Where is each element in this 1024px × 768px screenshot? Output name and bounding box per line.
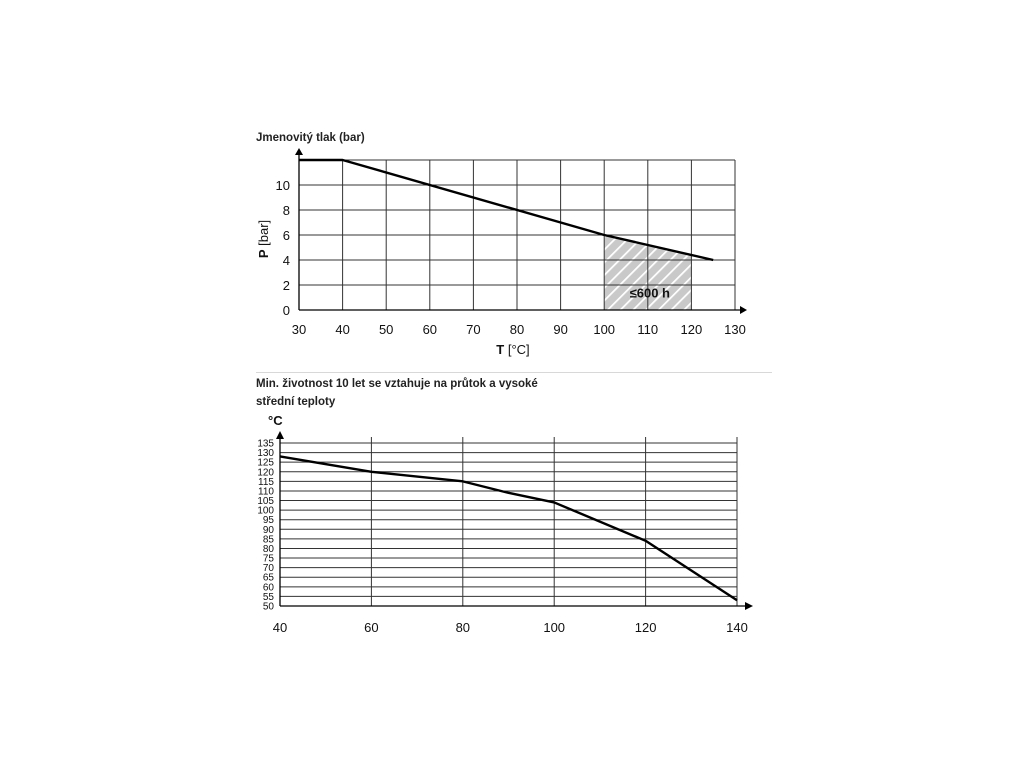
chart1-x-arrow: [740, 306, 747, 314]
chart2-axes: [276, 431, 753, 610]
chart1-title: Jmenovitý tlak (bar): [256, 132, 365, 144]
chart2-y-tick: 70: [262, 563, 274, 575]
chart2-y-tick: 50: [262, 601, 274, 613]
chart1-x-tick: 120: [680, 322, 703, 337]
chart2-y-tick: 100: [257, 505, 274, 517]
chart2-y-tick: 55: [262, 591, 274, 603]
chart2-title-line2: střední teploty: [256, 396, 336, 408]
chart2-y-axis-label: °C: [268, 413, 283, 428]
chart1-x-tick: 80: [509, 322, 525, 337]
chart2-x-tick: 60: [364, 620, 379, 635]
x-axis-symbol: T: [496, 342, 505, 357]
chart1-x-axis-label: [496, 342, 529, 357]
chart2-y-tick: 135: [257, 438, 274, 450]
chart2-y-tick: 95: [262, 515, 274, 527]
chart1-y-tick: 0: [282, 303, 290, 318]
chart1-y-tick: 6: [282, 228, 290, 243]
chart2-y-tick: 65: [262, 572, 274, 584]
chart2-y-tick: 75: [262, 553, 274, 565]
chart2-x-tick: 40: [272, 620, 288, 635]
shaded-region-label: ≤600 h: [629, 285, 670, 301]
chart2-y-tick: 60: [262, 582, 274, 594]
chart1-x-tick: 60: [422, 322, 438, 337]
chart2-x-tick: 80: [455, 620, 471, 635]
chart2-y-tick: 120: [257, 467, 274, 479]
lifetime-temperature-chart: [257, 413, 753, 635]
chart1-x-tick: 40: [335, 322, 350, 337]
chart2-x-tick: 140: [726, 620, 748, 635]
chart2-y-tick: 90: [262, 524, 274, 536]
chart2-y-tick: 110: [258, 486, 274, 498]
chart1-x-tick: 70: [466, 322, 481, 337]
chart1-y-arrow: [295, 148, 303, 155]
chart2-y-tick: 105: [257, 496, 274, 508]
pressure-temperature-chart: [256, 148, 747, 357]
y-axis-unit: [bar]: [256, 219, 271, 250]
chart1-x-tick: 100: [593, 322, 616, 337]
chart2-y-tick: 85: [262, 534, 274, 546]
chart1-y-tick: 8: [282, 203, 290, 218]
x-axis-unit: [°C]: [504, 342, 530, 357]
chart2-y-arrow: [276, 431, 284, 439]
chart2-y-tick: 130: [257, 448, 274, 460]
chart2-y-tick: 125: [257, 457, 274, 469]
chart1-y-tick: 10: [275, 178, 290, 193]
chart1-y-tick: 4: [282, 253, 290, 268]
chart2-y-tick: 80: [262, 543, 274, 555]
chart2-x-arrow: [745, 602, 753, 610]
chart2-series: [280, 456, 737, 600]
chart1-x-tick: 130: [724, 322, 746, 337]
chart1-x-tick: 30: [291, 322, 307, 337]
chart2-title-line1: Min. životnost 10 let se vztahuje na průtok a vysoké: [256, 378, 538, 390]
chart1-y-tick: 2: [282, 278, 290, 293]
chart2-grid: [280, 437, 737, 606]
chart1-x-tick: 90: [553, 322, 568, 337]
y-axis-symbol: P: [256, 249, 271, 259]
chart2-x-tick: 100: [543, 620, 566, 635]
chart1-y-axis-label: [256, 220, 271, 258]
chart1-x-tick: 110: [637, 322, 659, 337]
chart2-series-line: [280, 456, 737, 600]
chart1-x-tick: 50: [378, 322, 394, 337]
chart2-x-tick: 120: [634, 620, 657, 635]
chart2-y-tick: 115: [258, 476, 274, 488]
